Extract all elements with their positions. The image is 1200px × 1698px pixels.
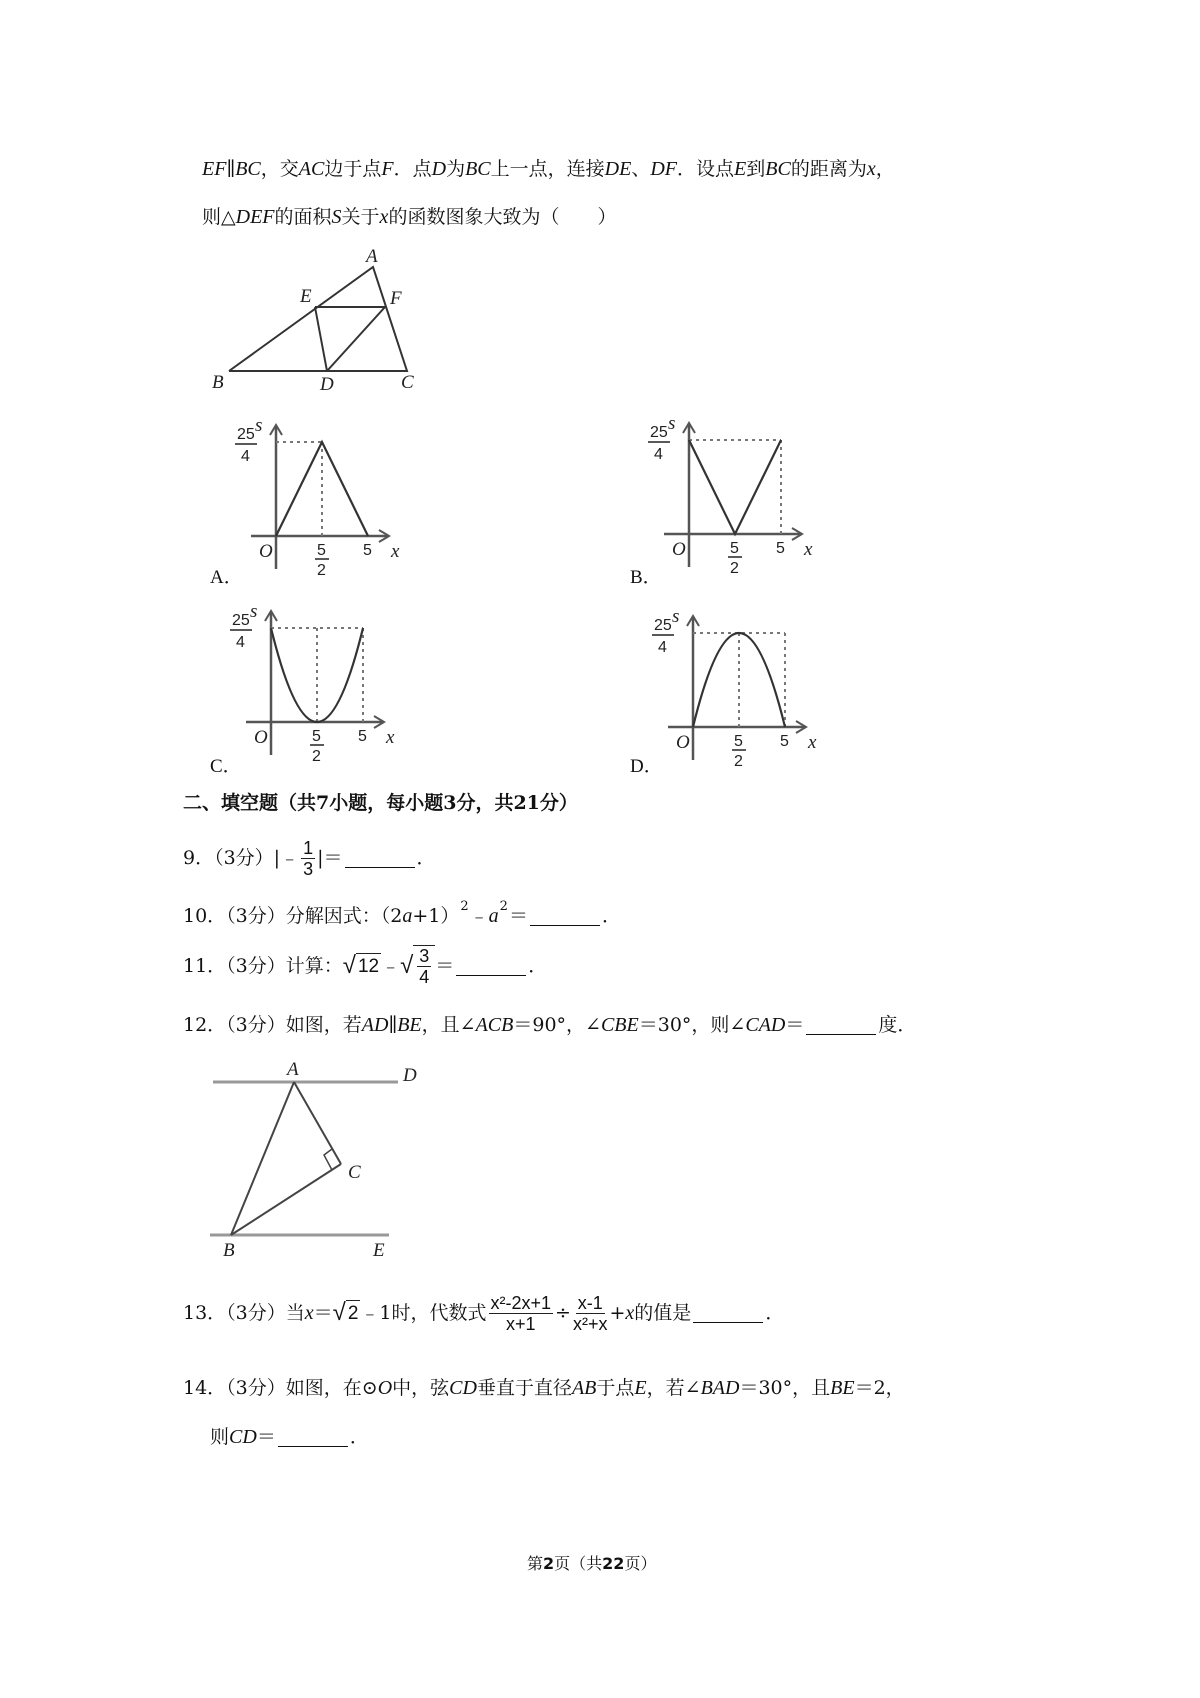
text-segment: 10．（3分）分解因式：（2 — [183, 905, 403, 927]
answer-blank[interactable] — [693, 1304, 763, 1323]
text-segment: ． — [416, 847, 436, 869]
text-segment: 11．（3分）计算： — [183, 955, 343, 977]
math-variable: ACB — [475, 1014, 514, 1036]
text-segment: ，若∠ — [646, 1377, 701, 1399]
text-segment: ＝90°，∠ — [513, 1014, 601, 1036]
text-segment: 、 — [631, 158, 651, 180]
math-variable: F — [381, 158, 394, 180]
function-graph — [231, 415, 416, 581]
text-segment: 则 — [210, 1426, 230, 1448]
radical-sign-icon: √ — [400, 952, 414, 979]
text-segment: ＝ — [313, 1302, 333, 1324]
math-variable: AB — [571, 1377, 597, 1399]
text-segment: 的函数图象大致为（ ） — [388, 206, 617, 228]
label-e: E — [373, 1240, 385, 1261]
question-9 — [183, 837, 436, 879]
text-segment: ＝ — [785, 1014, 805, 1036]
math-variable: AD — [361, 1014, 389, 1036]
text-segment: ，且∠ — [421, 1014, 476, 1036]
option-d-label[interactable]: D． — [630, 756, 663, 777]
text-segment: +1） — [412, 905, 460, 927]
text-segment: + — [609, 1302, 626, 1324]
answer-blank[interactable] — [456, 957, 526, 976]
origin-label: O — [672, 539, 686, 560]
math-variable: x — [379, 206, 389, 228]
math-variable: BE — [397, 1014, 422, 1036]
text-segment: 13．（3分）当 — [183, 1302, 305, 1324]
label-b: B — [223, 1240, 235, 1261]
option-graph-c[interactable] — [226, 601, 411, 771]
axis-label-s: s — [250, 601, 258, 622]
fraction — [573, 1293, 608, 1334]
fraction — [489, 1293, 554, 1334]
axis-label-x: x — [804, 539, 813, 560]
radicand — [413, 945, 435, 987]
denominator: 4 — [419, 967, 430, 987]
segment-bc — [231, 1164, 341, 1235]
segment-ac — [294, 1082, 341, 1164]
ymax-numerator: 25 — [232, 612, 250, 629]
mid-denominator: 2 — [734, 753, 743, 770]
fraction — [417, 946, 431, 987]
text-segment: ，交 — [260, 158, 299, 180]
text-segment: 则△ — [202, 206, 236, 228]
math-variable: a — [402, 905, 413, 927]
text-segment: ＝2， — [854, 1377, 905, 1399]
text-segment: ﹣ — [469, 905, 489, 927]
text-segment: ÷ — [555, 1302, 571, 1324]
text-segment: 第 — [527, 1554, 544, 1573]
text-segment: ＝30°，则∠ — [638, 1014, 746, 1036]
denominator: 3 — [303, 858, 314, 879]
answer-blank[interactable] — [530, 907, 600, 926]
label-a: A — [287, 1059, 299, 1080]
math-variable: BC — [765, 158, 791, 180]
text-segment: 中，弦 — [392, 1377, 450, 1399]
answer-blank[interactable] — [345, 849, 415, 868]
text-segment: 上一点，连接 — [490, 158, 605, 180]
denominator: x+1 — [506, 1313, 536, 1334]
math-variable: DE — [604, 158, 632, 180]
numerator: x²-2x+1 — [490, 1292, 552, 1313]
text-segment: ． — [765, 1302, 785, 1324]
math-variable: x — [625, 1302, 635, 1324]
segment-df — [327, 307, 385, 371]
math-variable: D — [431, 158, 447, 180]
square-root — [343, 953, 381, 980]
question-8-text-line1 — [202, 156, 895, 182]
option-graph-d[interactable] — [648, 606, 833, 776]
text-segment: ， — [875, 158, 895, 180]
axis-label-x: x — [808, 732, 817, 753]
question-13 — [183, 1290, 784, 1336]
option-a-label[interactable]: A． — [210, 567, 243, 588]
ymax-numerator: 25 — [650, 424, 668, 441]
superscript: 2 — [499, 899, 508, 914]
text-segment: 9．（3分）|﹣ — [183, 847, 300, 869]
denominator: x²+x — [572, 1313, 608, 1334]
axis-label-s: s — [255, 415, 263, 436]
radicand: 2 — [346, 1300, 361, 1327]
text-segment: 于点 — [596, 1377, 635, 1399]
label-d: D — [320, 374, 334, 395]
text-segment: 页（共 — [554, 1554, 603, 1573]
radicand: 12 — [356, 953, 381, 980]
label-e: E — [300, 286, 312, 307]
text-segment: ． — [601, 905, 621, 927]
function-graph — [644, 413, 829, 579]
mid-denominator: 2 — [312, 748, 321, 765]
page-footer — [527, 1551, 656, 1577]
ymax-denominator: 4 — [654, 446, 663, 463]
mid-numerator: 5 — [730, 540, 739, 557]
question-12 — [183, 1012, 916, 1038]
text-segment: ﹣ — [381, 955, 401, 977]
math-variable: S — [331, 206, 342, 228]
text-segment: ﹣1时，代数式 — [360, 1302, 487, 1324]
axis-label-s: s — [672, 606, 680, 627]
segment-ab — [231, 1082, 294, 1235]
bold-number: 2 — [543, 1554, 555, 1573]
label-d: D — [403, 1065, 417, 1086]
label-c: C — [401, 372, 414, 393]
text-segment: 垂直于直径 — [476, 1377, 572, 1399]
text-segment: 关于 — [341, 206, 380, 228]
option-graph-a[interactable] — [231, 415, 416, 585]
ymax-denominator: 4 — [236, 634, 245, 651]
label-f: F — [390, 288, 402, 309]
superscript: 2 — [460, 899, 469, 914]
text-segment: ．设点 — [677, 158, 735, 180]
mid-numerator: 5 — [312, 728, 321, 745]
radical-sign-icon: √ — [342, 952, 356, 979]
xmax-label: 5 — [358, 728, 367, 745]
mid-denominator: 2 — [730, 560, 739, 577]
math-variable: AC — [298, 158, 325, 180]
question-14-line2 — [210, 1424, 369, 1450]
question-14-line1 — [183, 1375, 905, 1401]
section-2-heading: 二、填空题（共7小题，每小题3分，共21分） — [183, 792, 578, 814]
label-c: C — [348, 1162, 361, 1183]
math-variable: CD — [449, 1377, 477, 1399]
ymax-denominator: 4 — [658, 639, 667, 656]
function-graph — [226, 601, 411, 767]
segment-de — [315, 307, 327, 371]
mid-numerator: 5 — [317, 542, 326, 559]
question-8-text-line2 — [202, 204, 616, 230]
text-segment: ∥ — [388, 1014, 398, 1036]
label-b: B — [212, 372, 224, 393]
text-segment: 的值是 — [634, 1302, 692, 1324]
square-root — [333, 1300, 361, 1327]
axis-label-x: x — [386, 727, 395, 748]
math-variable: BAD — [700, 1377, 740, 1399]
text-segment: 为 — [446, 158, 466, 180]
function-curve — [689, 440, 781, 534]
origin-label: O — [676, 732, 690, 753]
text-segment: ＝ — [435, 955, 455, 977]
answer-blank[interactable] — [278, 1428, 348, 1447]
fraction — [301, 838, 315, 879]
mid-numerator: 5 — [734, 733, 743, 750]
math-variable: x — [304, 1302, 314, 1324]
text-segment: 页） — [624, 1554, 657, 1573]
radical-sign-icon: √ — [332, 1299, 346, 1326]
text-segment: ＝30°，且 — [739, 1377, 831, 1399]
math-variable: DEF — [235, 206, 275, 228]
text-segment: 到 — [746, 158, 766, 180]
text-segment: |＝ — [317, 847, 343, 869]
text-segment: ＝ — [508, 905, 528, 927]
origin-label: O — [254, 727, 268, 748]
numerator: 3 — [419, 946, 430, 966]
text-segment: 的距离为 — [790, 158, 867, 180]
math-variable: DF — [650, 158, 678, 180]
numerator: 1 — [303, 837, 314, 858]
question-11 — [183, 946, 548, 987]
text-segment: ． — [349, 1426, 369, 1448]
math-variable: O — [377, 1377, 393, 1399]
option-graph-b[interactable] — [644, 413, 829, 583]
text-segment: ∥ — [226, 158, 236, 180]
axis-label-x: x — [391, 541, 400, 562]
right-angle-mark — [324, 1149, 332, 1170]
xmax-label: 5 — [780, 733, 789, 750]
math-variable: BC — [235, 158, 261, 180]
math-variable: CD — [229, 1426, 257, 1448]
text-segment: 的面积 — [274, 206, 332, 228]
question-10 — [183, 899, 621, 929]
square-root-fraction — [400, 945, 435, 987]
answer-blank[interactable] — [806, 1016, 876, 1035]
text-segment: 度． — [878, 1014, 917, 1036]
math-variable: x — [866, 158, 876, 180]
xmax-label: 5 — [776, 540, 785, 557]
text-segment: 14．（3分）如图，在⊙ — [183, 1377, 378, 1399]
ymax-numerator: 25 — [654, 617, 672, 634]
text-segment: ．点 — [393, 158, 432, 180]
ymax-denominator: 4 — [241, 448, 250, 465]
math-variable: a — [488, 905, 499, 927]
mid-denominator: 2 — [317, 562, 326, 579]
math-variable: CAD — [745, 1014, 786, 1036]
text-segment: ＝ — [256, 1426, 276, 1448]
numerator: x-1 — [577, 1292, 603, 1313]
ymax-numerator: 25 — [237, 426, 255, 443]
text-segment: 12．（3分）如图，若 — [183, 1014, 362, 1036]
math-variable: E — [634, 1377, 647, 1399]
function-graph — [648, 606, 833, 772]
math-variable: BC — [465, 158, 491, 180]
math-variable: CBE — [600, 1014, 639, 1036]
text-segment: ． — [528, 955, 548, 977]
text-segment: 边于点 — [324, 158, 382, 180]
option-b-label[interactable]: B． — [630, 567, 662, 588]
xmax-label: 5 — [363, 542, 372, 559]
option-c-label[interactable]: C． — [210, 756, 242, 777]
math-variable: BE — [830, 1377, 855, 1399]
label-a: A — [366, 246, 378, 267]
bold-number: 22 — [602, 1554, 625, 1573]
axis-label-s: s — [668, 413, 676, 434]
math-variable: E — [734, 158, 747, 180]
math-variable: EF — [202, 158, 227, 180]
origin-label: O — [259, 541, 273, 562]
